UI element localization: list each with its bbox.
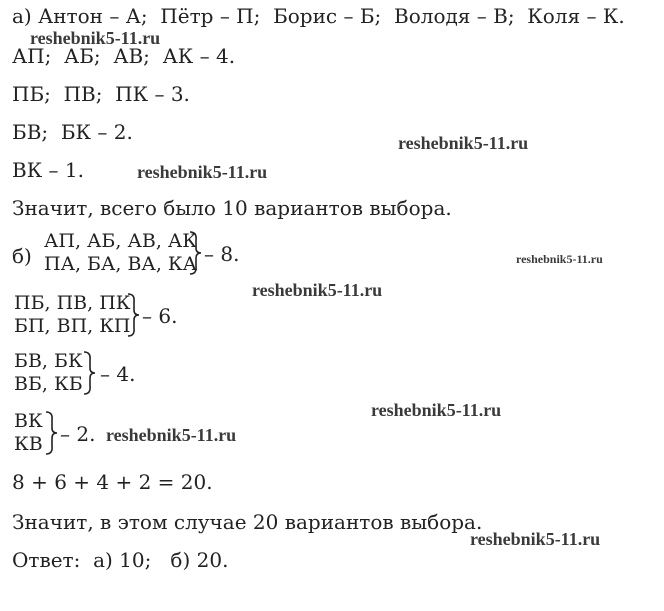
answer-line: Ответ: а) 10; б) 20. <box>12 548 229 572</box>
group-3-count: – 4. <box>100 362 136 386</box>
watermark-text: reshebnik5-11.ru <box>398 133 529 153</box>
pairs-line-p: ПБ; ПВ; ПК – 3. <box>12 82 190 106</box>
group-3-row-2: ВБ, КБ <box>14 373 83 395</box>
group-1-row-1: АП, АБ, АВ, АК <box>44 230 197 252</box>
group-2-row-2: БП, ВП, КП <box>14 315 131 337</box>
group-2-count: – 6. <box>142 304 178 328</box>
watermark-text: reshebnik5-11.ru <box>470 529 601 549</box>
group-3-row-1: БВ, БК <box>14 350 83 372</box>
intro-line: а) Антон – А; Пётр – П; Борис – Б; Володя – В; Коля – К. <box>12 4 625 28</box>
watermark-text: reshebnik5-11.ru <box>137 162 268 182</box>
right-brace-icon <box>126 292 140 338</box>
group-1-row-2: ПА, БА, ВА, КА <box>44 253 197 275</box>
sum-line: 8 + 6 + 4 + 2 = 20. <box>12 470 213 494</box>
part-b-result: Значит, в этом случае 20 вариантов выбора. <box>12 510 483 534</box>
group-4-row-1: ВК <box>14 410 43 432</box>
pairs-line-a: АП; АБ; АВ; АК – 4. <box>12 44 236 68</box>
pairs-line-v: ВК – 1. <box>12 158 84 182</box>
watermark-text: reshebnik5-11.ru <box>371 400 502 420</box>
right-brace-icon <box>82 350 96 396</box>
pairs-line-b: БВ; БК – 2. <box>12 120 133 144</box>
part-a-result: Значит, всего было 10 вариантов выбора. <box>12 196 452 220</box>
right-brace-icon <box>188 230 202 276</box>
watermark-text: reshebnik5-11.ru <box>252 280 383 300</box>
group-4-count: – 2. <box>60 422 96 446</box>
group-1-count: – 8. <box>204 242 240 266</box>
watermark-text: reshebnik5-11.ru <box>106 425 237 445</box>
watermark-text: reshebnik5-11.ru <box>516 252 603 266</box>
right-brace-icon <box>44 410 58 456</box>
part-b-label: б) <box>12 244 32 268</box>
group-4-row-2: КВ <box>14 433 43 455</box>
group-2-row-1: ПБ, ПВ, ПК <box>14 292 131 314</box>
watermark-text: reshebnik5-11.ru <box>30 28 161 48</box>
